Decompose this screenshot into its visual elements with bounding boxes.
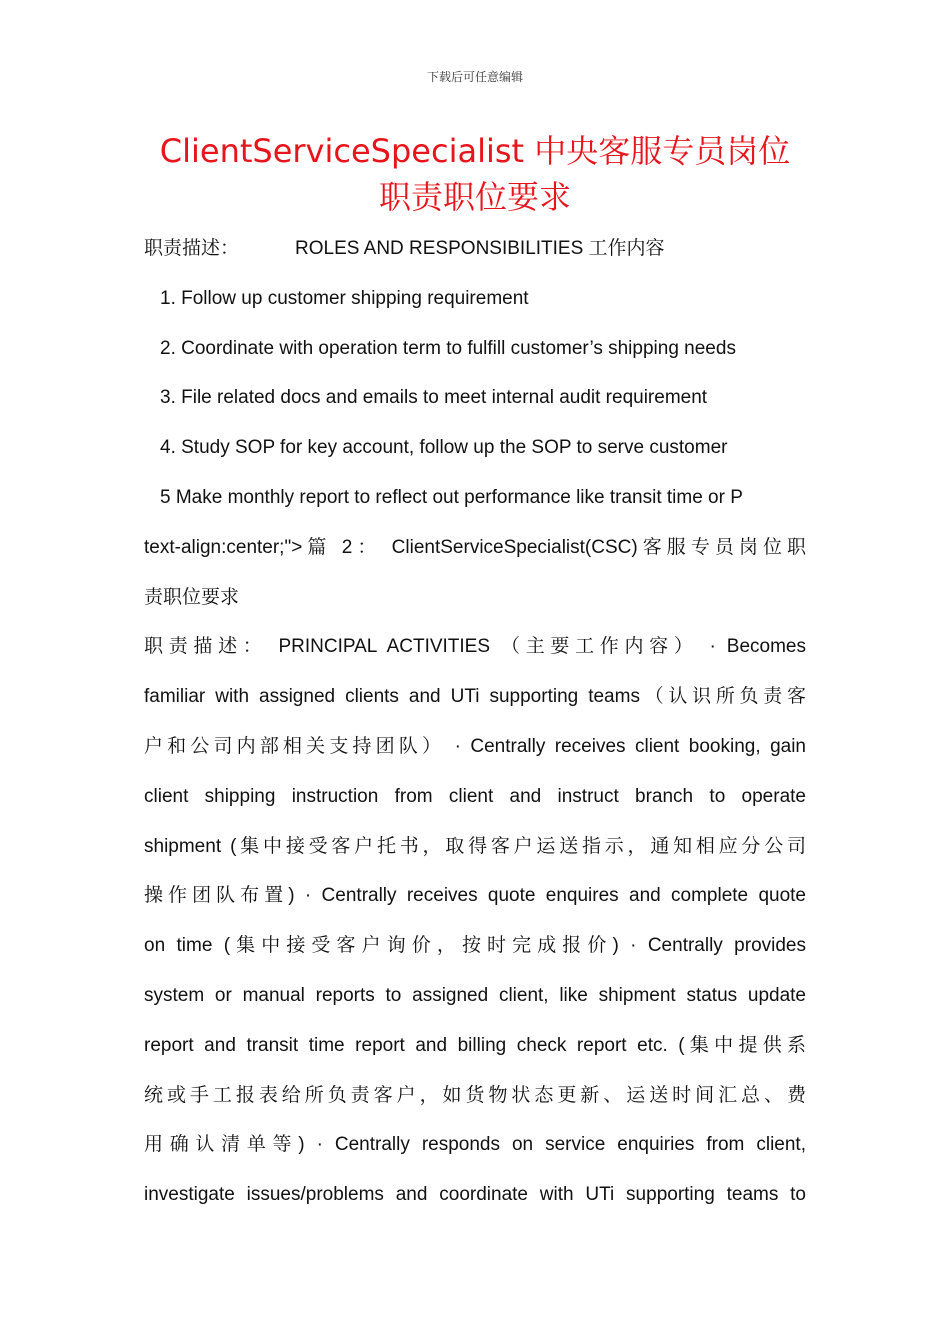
section2-line: system or manual reports to assigned client, like shipment status update xyxy=(144,984,806,1006)
section2-line: familiar with assigned clients and UTi supporting teams（认识所负责客 xyxy=(144,686,806,708)
header-note: 下载后可任意编辑 xyxy=(426,70,523,84)
section2-heading-line: 责职位要求 xyxy=(144,586,240,608)
list-item: 2. Coordinate with operation term to fulfill customer’s shipping needs xyxy=(160,337,736,359)
section2-heading-line: text-align:center;">篇 2： ClientServiceSpecialist(CSC)客服专员岗位职 xyxy=(144,536,806,558)
section2-line: 用确认清单等) · Centrally responds on service enquiries from client, xyxy=(144,1134,806,1156)
section2-line: client shipping instruction from client and instruct branch to operate xyxy=(144,785,806,807)
document-title: ClientServiceSpecialist 中央客服专员岗位职责职位要求 xyxy=(159,132,791,216)
section2-line: 操作团队布置) · Centrally receives quote enquires and complete quote xyxy=(144,885,806,907)
section1-heading: ROLES AND RESPONSIBILITIES 工作内容 xyxy=(295,238,665,259)
section2-line: investigate issues/problems and coordinate with UTi supporting teams to xyxy=(144,1184,806,1206)
section2-line: report and transit time report and billing check report etc. (集中提供系 xyxy=(144,1034,806,1056)
list-item: 4. Study SOP for key account, follow up the SOP to serve customer xyxy=(160,437,728,459)
document-body xyxy=(144,224,806,1220)
list-item: 5 Make monthly report to reflect out performance like transit time or P xyxy=(160,486,743,508)
section2-line xyxy=(144,622,806,672)
section2-text: PRINCIPAL ACTIVITIES （主要工作内容） · Becomes xyxy=(278,636,807,658)
list-item: 1. Follow up customer shipping requirement xyxy=(160,287,529,309)
section1-label: 职责描述： xyxy=(144,238,240,259)
list-item: 3. File related docs and emails to meet internal audit requirement xyxy=(160,387,708,409)
section2-line: shipment (集中接受客户托书，取得客户运送指示，通知相应分公司 xyxy=(144,835,806,857)
section2-label: 职责描述： xyxy=(144,636,268,658)
section2-line: on time (集中接受客户询价，按时完成报价) · Centrally provides xyxy=(144,935,806,957)
section2-line: 户和公司内部相关支持团队） · Centrally receives client booking, gain xyxy=(144,735,806,757)
section1-heading-line xyxy=(144,224,806,274)
section2-line: 统或手工报表给所负责客户，如货物状态更新、运送时间汇总、费 xyxy=(144,1084,806,1106)
